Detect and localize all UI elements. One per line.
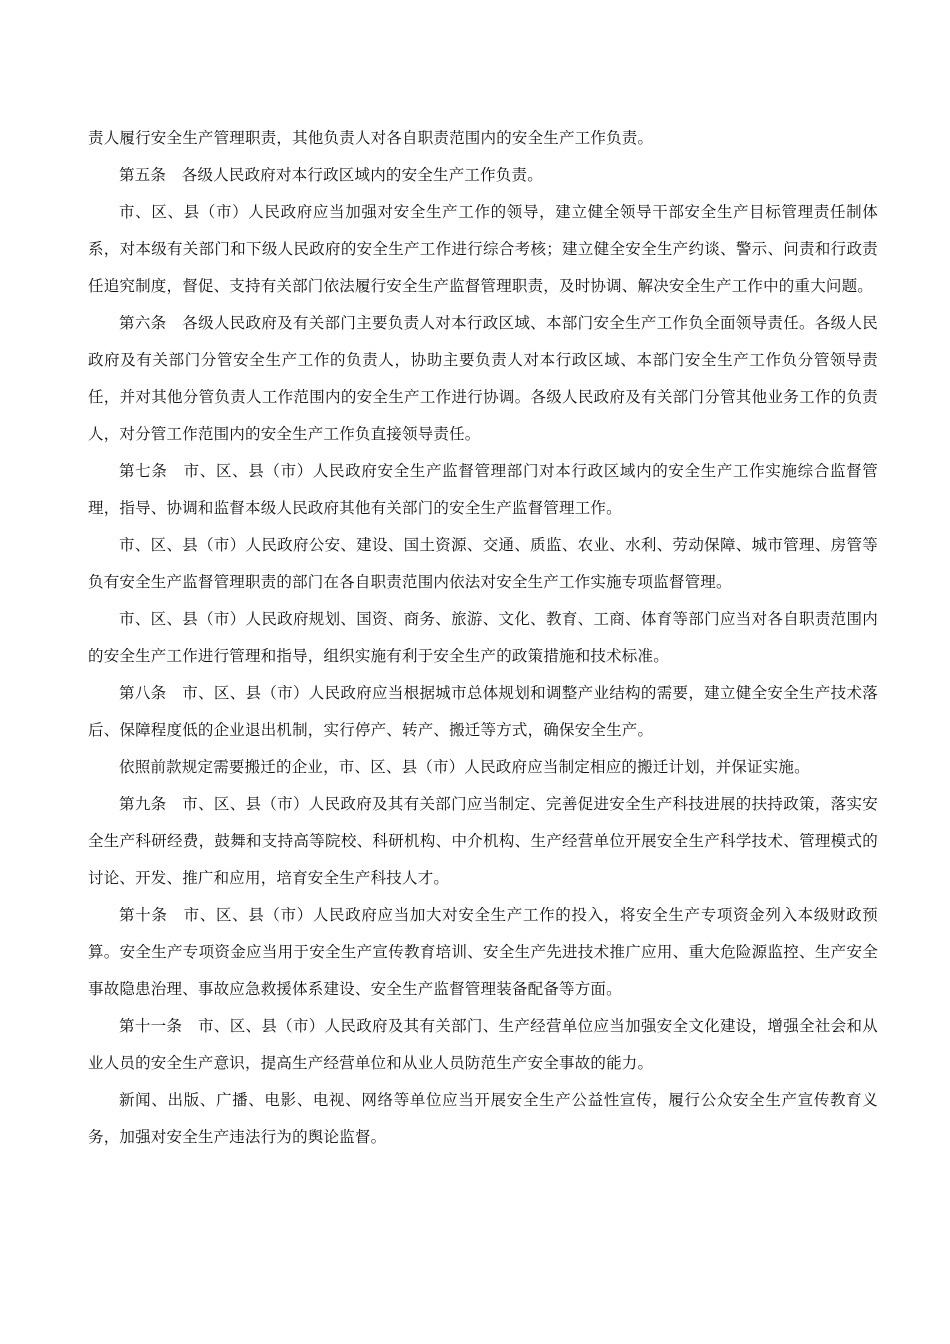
article-7-clause-3: 市、区、县（市）人民政府规划、国资、商务、旅游、文化、教育、工商、体育等部门应当对各自职责范围内的安全生产工作进行管理和指导，组织实施有利于安全生产的政策措施和技术标准。 xyxy=(88,610,878,665)
article-8-clause-2: 依照前款规定需要搬迁的企业，市、区、县（市）人民政府应当制定相应的搬迁计划，并保证实施。 xyxy=(119,758,810,776)
article-11-clause-2: 新闻、出版、广播、电影、电视、网络等单位应当开展安全生产公益性宣传，履行公众安全生产宣传教育义务，加强对安全生产违法行为的舆论监督。 xyxy=(88,1091,878,1146)
paragraph-continued: 责人履行安全生产管理职责，其他负责人对各自职责范围内的安全生产工作负责。 xyxy=(88,129,654,147)
article-10: 第十条 市、区、县（市）人民政府应当加大对安全生产工作的投入，将安全生产专项资金列入本级财政预算。安全生产专项资金应当用于安全生产宣传教育培训、安全生产先进技术推广应用、重大危险源监控、生产安全事故隐患治理、事故应急救援体系建设、安全生产监督管理装备配备等方面。 xyxy=(88,906,878,998)
article-5-clause-2: 市、区、县（市）人民政府应当加强对安全生产工作的领导，建立健全领导干部安全生产目标管理责任制体系，对本级有关部门和下级人民政府的安全生产工作进行综合考核；建立健全安全生产约谈、警示、问责和行政责任追究制度，督促、支持有关部门依法履行安全生产监督管理职责，及时协调、解决安全生产工作中的重大问题。 xyxy=(88,203,878,295)
article-7-clause-2: 市、区、县（市）人民政府公安、建设、国土资源、交通、质监、农业、水利、劳动保障、城市管理、房管等负有安全生产监督管理职责的部门在各自职责范围内依法对安全生产工作实施专项监督管理。 xyxy=(88,536,878,591)
article-6: 第六条 各级人民政府及有关部门主要负责人对本行政区域、本部门安全生产工作负全面领导责任。各级人民政府及有关部门分管安全生产工作的负责人，协助主要负责人对本行政区域、本部门安全生产工作负分管领导责任，并对其他分管负责人工作范围内的安全生产工作进行协调。各级人民政府及有关部门分管其他业务工作的负责人，对分管工作范围内的安全生产工作负直接领导责任。 xyxy=(88,314,878,443)
article-9: 第九条 市、区、县（市）人民政府及其有关部门应当制定、完善促进安全生产科技进展的扶持政策，落实安全生产科研经费，鼓舞和支持高等院校、科研机构、中介机构、生产经营单位开展安全生产科学技术、管理模式的讨论、开发、推广和应用，培育安全生产科技人才。 xyxy=(88,795,878,887)
article-11: 第十一条 市、区、县（市）人民政府及其有关部门、生产经营单位应当加强安全文化建设，增强全社会和从业人员的安全生产意识，提高生产经营单位和从业人员防范生产安全事故的能力。 xyxy=(88,1017,878,1072)
article-7: 第七条 市、区、县（市）人民政府安全生产监督管理部门对本行政区域内的安全生产工作实施综合监督管理，指导、协调和监督本级人民政府其他有关部门的安全生产监督管理工作。 xyxy=(88,462,878,517)
document-page xyxy=(88,120,878,1156)
article-8: 第八条 市、区、县（市）人民政府应当根据城市总体规划和调整产业结构的需要，建立健全安全生产技术落后、保障程度低的企业退出机制，实行停产、转产、搬迁等方式，确保安全生产。 xyxy=(88,684,878,739)
article-5: 第五条 各级人民政府对本行政区域内的安全生产工作负责。 xyxy=(119,166,543,184)
